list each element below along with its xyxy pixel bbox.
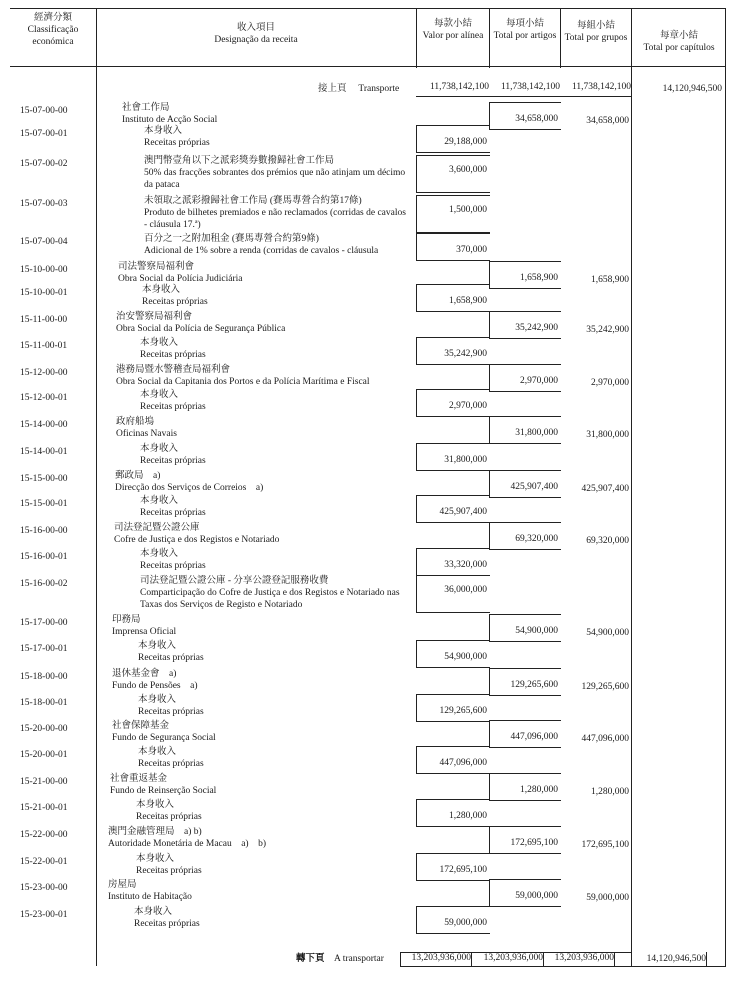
header-alinea-pt: Valor por alínea xyxy=(422,31,484,41)
header-classification xyxy=(10,12,96,48)
grupos-value: 172,695,100 xyxy=(581,840,629,850)
transport-bottom-divider xyxy=(543,952,544,966)
alinea-value: 3,600,000 xyxy=(449,165,487,175)
designation xyxy=(108,879,192,903)
designation-zh: 港務局暨水警稽查局福利會 xyxy=(116,365,231,375)
alinea-value: 1,658,900 xyxy=(449,296,487,306)
designation-pt: Imprensa Oficial xyxy=(112,627,177,637)
designation-zh: 本身收入 xyxy=(138,695,177,705)
designation-pt: Adicional de 1% sobre a renda (corridas de cavalos - cláusula xyxy=(144,246,379,256)
grupos-value: 1,658,900 xyxy=(591,275,629,285)
artigos-value: 54,900,000 xyxy=(515,626,558,636)
designation-pt: Receitas próprias xyxy=(136,866,202,876)
grupos-value: 69,320,000 xyxy=(586,536,629,546)
designation xyxy=(138,694,204,718)
classification-code: 15-11-00-01 xyxy=(20,341,68,351)
transport-bottom-divider xyxy=(471,952,472,966)
designation-zh: 澳門金融管理局 a) b) xyxy=(108,827,202,837)
designation-pt: Receitas próprias xyxy=(140,561,206,571)
designation xyxy=(112,614,176,638)
designation xyxy=(140,443,206,467)
designation xyxy=(108,826,266,850)
designation xyxy=(118,261,243,285)
transport-top-artigos: 11,738,142,100 xyxy=(500,82,560,92)
alinea-value: 36,000,000 xyxy=(444,585,487,595)
designation-zh: 社會重返基金 xyxy=(110,774,168,784)
header-artigos xyxy=(491,18,559,42)
artigos-value: 129,265,600 xyxy=(510,680,558,690)
designation xyxy=(144,195,410,231)
transport-bottom-divider xyxy=(614,952,615,966)
designation xyxy=(144,233,378,257)
artigos-value: 447,096,000 xyxy=(510,732,558,742)
alinea-value: 31,800,000 xyxy=(444,455,487,465)
alinea-value: 29,188,000 xyxy=(444,137,487,147)
designation-pt: Obra Social da Capitania dos Portos e da Polícia Marítima e Fiscal xyxy=(116,377,370,387)
designation-zh: 本身收入 xyxy=(140,338,179,348)
transport-top-label-zh: 接上頁 xyxy=(318,84,347,94)
designation-pt: Oficinas Navais xyxy=(116,429,177,439)
designation xyxy=(112,720,216,744)
designation xyxy=(140,337,206,361)
designation-zh: 未領取之派彩撥歸社會工作局 (賽馬專營合約第17條) xyxy=(144,196,362,206)
col-divider xyxy=(725,8,726,966)
artigos-value: 172,695,100 xyxy=(510,838,558,848)
designation-pt: Fundo de Pensões a) xyxy=(112,681,198,691)
grupos-value: 31,800,000 xyxy=(586,430,629,440)
transport-bottom-divider xyxy=(400,952,401,966)
header-classification-zh: 經濟分類 xyxy=(33,13,72,23)
transport-top-label xyxy=(318,80,399,94)
designation xyxy=(142,284,208,308)
designation xyxy=(114,522,279,546)
designation-zh: 郵政局 a) xyxy=(115,471,161,481)
designation-pt: Instituto de Habitação xyxy=(108,892,192,902)
classification-code: 15-18-00-00 xyxy=(20,672,68,682)
designation-pt: Receitas próprias xyxy=(138,707,204,717)
designation xyxy=(140,495,206,519)
designation-pt: Obra Social da Polícia de Segurança Pública xyxy=(116,324,286,334)
classification-code: 15-07-00-02 xyxy=(20,159,68,169)
designation-pt: Receitas próprias xyxy=(140,350,206,360)
designation-zh: 退休基金會 a) xyxy=(112,669,177,679)
designation xyxy=(138,746,204,770)
artigos-value: 425,907,400 xyxy=(510,482,558,492)
classification-code: 15-07-00-03 xyxy=(20,199,68,209)
grupos-value: 54,900,000 xyxy=(586,628,629,638)
classification-code: 15-15-00-01 xyxy=(20,499,68,509)
artigos-value: 2,970,000 xyxy=(520,376,558,386)
header-artigos-zh: 每項小結 xyxy=(505,19,544,29)
designation-pt: Direcção dos Serviços de Correios a) xyxy=(115,483,264,493)
designation-pt: Receitas próprias xyxy=(134,919,200,929)
transport-top-alinea: 11,738,142,100 xyxy=(429,82,489,92)
header-designation-zh: 收入項目 xyxy=(236,23,275,33)
header-classification-pt: Classificação económica xyxy=(27,25,79,47)
designation xyxy=(110,773,216,797)
classification-code: 15-16-00-02 xyxy=(20,579,68,589)
col-divider xyxy=(631,8,632,966)
classification-code: 15-20-00-00 xyxy=(20,724,68,734)
classification-code: 15-22-00-01 xyxy=(20,857,68,867)
col-divider xyxy=(96,8,97,966)
designation-pt: Obra Social da Polícia Judiciária xyxy=(118,274,243,284)
grupos-value: 129,265,600 xyxy=(581,682,629,692)
designation xyxy=(116,416,177,440)
classification-code: 15-17-00-01 xyxy=(20,644,68,654)
classification-code: 15-14-00-00 xyxy=(20,420,68,430)
transport-bottom-capitulos-rule xyxy=(634,966,706,967)
alinea-value: 1,280,000 xyxy=(449,811,487,821)
designation-pt: Receitas próprias xyxy=(142,297,208,307)
designation xyxy=(140,389,206,413)
artigos-value: 31,800,000 xyxy=(515,428,558,438)
designation-zh: 本身收入 xyxy=(138,641,177,651)
designation-zh: 司法警察局福利會 xyxy=(118,262,195,272)
header-alinea xyxy=(420,18,486,42)
designation-zh: 政府船塢 xyxy=(116,417,155,427)
artigos-value: 59,000,000 xyxy=(515,891,558,901)
classification-code: 15-16-00-00 xyxy=(20,526,68,536)
classification-code: 15-15-00-00 xyxy=(20,474,68,484)
header-designation xyxy=(96,22,416,46)
alinea-value: 447,096,000 xyxy=(439,758,487,768)
classification-code: 15-17-00-00 xyxy=(20,618,68,628)
designation-pt: Receitas próprias xyxy=(138,759,204,769)
designation xyxy=(122,102,217,126)
alinea-value: 129,265,600 xyxy=(439,706,487,716)
grupos-value: 447,096,000 xyxy=(581,734,629,744)
designation xyxy=(115,470,263,494)
designation-pt: Receitas próprias xyxy=(136,812,202,822)
alinea-value: 54,900,000 xyxy=(444,652,487,662)
grupos-value: 1,280,000 xyxy=(591,787,629,797)
alinea-value: 35,242,900 xyxy=(444,349,487,359)
designation xyxy=(138,640,204,664)
designation xyxy=(116,364,370,388)
alinea-value: 33,320,000 xyxy=(444,560,487,570)
designation-zh: 社會工作局 xyxy=(122,103,170,113)
classification-code: 15-07-00-01 xyxy=(20,129,68,139)
designation-zh: 社會保障基金 xyxy=(112,721,170,731)
designation-pt: 50% das fracções sobrantes dos prémios que não atinjam um décimo da pataca xyxy=(144,168,406,190)
transport-top-rule xyxy=(416,96,631,97)
designation-zh: 澳門幣壹角以下之派彩獎券數撥歸社會工作局 xyxy=(144,156,335,166)
artigos-value: 69,320,000 xyxy=(515,534,558,544)
col-divider xyxy=(560,8,561,68)
designation-pt: Receitas próprias xyxy=(138,653,204,663)
classification-code: 15-07-00-04 xyxy=(20,237,68,247)
classification-code: 15-23-00-00 xyxy=(20,883,68,893)
classification-code: 15-21-00-01 xyxy=(20,803,68,813)
designation-pt: Comparticipação do Cofre de Justiça e dos Registos e Notariado nas Taxas dos Serviços de Registo e Notariado xyxy=(140,588,400,610)
designation-pt: Produto de bilhetes premiados e não reclamados (corridas de cavalos - cláusula 17.ª) xyxy=(144,208,406,230)
transport-top-capitulos: 14,120,946,500 xyxy=(662,84,722,94)
designation xyxy=(134,906,200,930)
col-divider xyxy=(489,8,490,68)
designation-pt: Receitas próprias xyxy=(140,402,206,412)
classification-code: 15-12-00-00 xyxy=(20,368,68,378)
designation-pt: Fundo de Reinserção Social xyxy=(110,786,217,796)
designation-pt: Instituto de Acção Social xyxy=(122,115,218,125)
designation-pt: Autoridade Monetária de Macau a) b) xyxy=(108,839,267,849)
designation xyxy=(144,125,210,149)
designation-zh: 本身收入 xyxy=(136,800,175,810)
designation-zh: 本身收入 xyxy=(134,907,173,917)
designation-zh: 本身收入 xyxy=(140,390,179,400)
alinea-value: 1,500,000 xyxy=(449,205,487,215)
transport-bottom-divider xyxy=(706,952,707,966)
designation xyxy=(140,548,206,572)
artigos-value: 1,658,900 xyxy=(520,273,558,283)
transport-bottom-alinea: 13,203,936,000 xyxy=(411,953,471,963)
designation-pt: Fundo de Segurança Social xyxy=(112,733,216,743)
designation-pt: Receitas próprias xyxy=(140,456,206,466)
designation-pt: Cofre de Justiça e dos Registos e Notariado xyxy=(114,535,280,545)
designation-zh: 本身收入 xyxy=(140,549,179,559)
header-grupos xyxy=(562,20,630,44)
designation-pt: Receitas próprias xyxy=(144,138,210,148)
designation xyxy=(144,155,410,191)
alinea-value: 59,000,000 xyxy=(444,918,487,928)
classification-code: 15-23-00-01 xyxy=(20,910,68,920)
alinea-value: 172,695,100 xyxy=(439,865,487,875)
classification-code: 15-14-00-01 xyxy=(20,447,68,457)
header-designation-pt: Designação da receita xyxy=(214,35,298,45)
designation-zh: 印務局 xyxy=(112,615,141,625)
header-grupos-zh: 每組小結 xyxy=(576,21,615,31)
table-top-rule xyxy=(10,8,726,9)
alinea-value: 425,907,400 xyxy=(439,507,487,517)
header-capitulos-pt: Total por capítulos xyxy=(643,43,715,53)
classification-code: 15-10-00-01 xyxy=(20,288,68,298)
designation-zh: 本身收入 xyxy=(144,126,183,136)
grupos-value: 59,000,000 xyxy=(586,893,629,903)
transport-bottom-label-pt: A transportar xyxy=(334,954,384,964)
designation-zh: 百分之一之附加租金 (賽馬專營合約第9條) xyxy=(144,234,319,244)
transport-bottom-label xyxy=(296,950,384,964)
grupos-value: 35,242,900 xyxy=(586,325,629,335)
transport-bottom-label-zh: 轉下頁 xyxy=(296,954,325,964)
transport-bottom-artigos: 13,203,936,000 xyxy=(483,953,543,963)
grupos-value: 2,970,000 xyxy=(591,378,629,388)
alinea-value: 2,970,000 xyxy=(449,401,487,411)
classification-code: 15-20-00-01 xyxy=(20,750,68,760)
designation xyxy=(136,853,202,877)
classification-code: 15-21-00-00 xyxy=(20,777,68,787)
header-capitulos xyxy=(634,30,724,54)
classification-code: 15-12-00-01 xyxy=(20,393,68,403)
grupos-value: 425,907,400 xyxy=(581,484,629,494)
designation-zh: 本身收入 xyxy=(142,285,181,295)
designation-zh: 司法登記暨公證公庫 xyxy=(114,523,200,533)
grupos-value: 34,658,000 xyxy=(586,116,629,126)
classification-code: 15-07-00-00 xyxy=(20,106,68,116)
header-artigos-pt: Total por artigos xyxy=(493,31,557,41)
designation-zh: 司法登記暨公證公庫 - 分享公證登記服務收費 xyxy=(140,576,329,586)
artigos-value: 34,658,000 xyxy=(515,114,558,124)
col-divider xyxy=(416,8,417,68)
header-capitulos-zh: 每章小結 xyxy=(659,31,698,41)
classification-code: 15-10-00-00 xyxy=(20,265,68,275)
designation-zh: 本身收入 xyxy=(136,854,175,864)
designation-pt: Receitas próprias xyxy=(140,508,206,518)
designation-zh: 本身收入 xyxy=(140,496,179,506)
classification-code: 15-18-00-01 xyxy=(20,698,68,708)
designation xyxy=(116,311,285,335)
transport-bottom-grupos: 13,203,936,000 xyxy=(554,953,614,963)
artigos-value: 35,242,900 xyxy=(515,323,558,333)
header-grupos-pt: Total por grupos xyxy=(564,33,628,43)
alinea-value: 370,000 xyxy=(456,245,487,255)
classification-code: 15-22-00-00 xyxy=(20,830,68,840)
classification-code: 15-16-00-01 xyxy=(20,552,68,562)
designation xyxy=(136,799,202,823)
header-bottom-rule xyxy=(10,66,726,67)
designation-zh: 本身收入 xyxy=(138,747,177,757)
header-alinea-zh: 每款小結 xyxy=(433,19,472,29)
designation-zh: 本身收入 xyxy=(140,444,179,454)
designation xyxy=(140,575,410,611)
designation xyxy=(112,668,198,692)
transport-top-grupos: 11,738,142,100 xyxy=(571,82,631,92)
artigos-value: 1,280,000 xyxy=(520,785,558,795)
transport-bottom-capitulos: 14,120,946,500 xyxy=(646,954,706,964)
designation-zh: 房屋局 xyxy=(108,880,137,890)
designation-zh: 治安警察局福利會 xyxy=(116,312,193,322)
transport-top-label-pt: Transporte xyxy=(358,84,400,94)
classification-code: 15-11-00-00 xyxy=(20,315,68,325)
